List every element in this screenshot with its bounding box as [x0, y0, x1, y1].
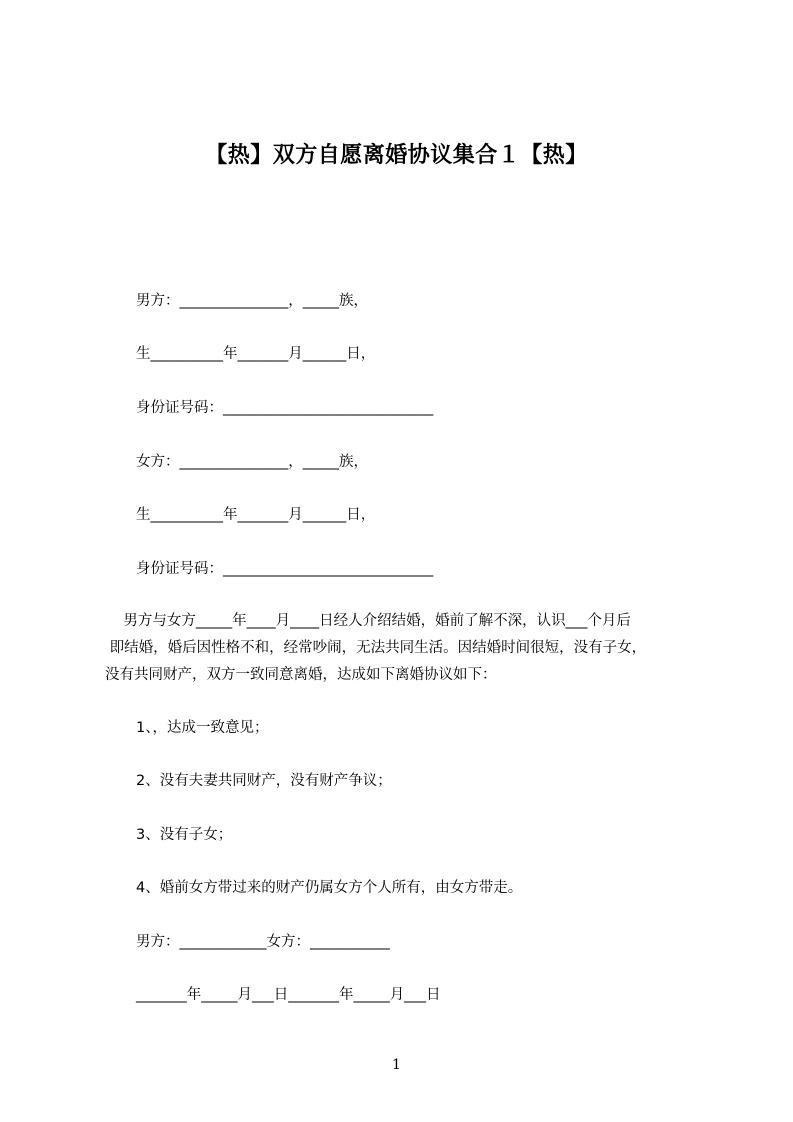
agreement-item-3: 3、没有子女；	[136, 827, 233, 843]
document-title: 【热】双方自愿离婚协议集合１【热】	[205, 143, 588, 168]
agreement-item-1: 1、，达成一致意见；	[136, 720, 269, 736]
signature-line: 男方：____________女方：___________	[136, 934, 390, 950]
agreement-item-4: 4、婚前女方带过来的财产仍属女方个人所有，由女方带走。	[136, 880, 523, 896]
female-id-line: 身份证号码：_____________________________	[136, 561, 434, 577]
female-birth-line: 生__________年_______月______日，	[136, 507, 376, 523]
male-name-line: 男方：_______________，_____族，	[136, 293, 368, 309]
agreement-item-2: 2、没有夫妻共同财产，没有财产争议；	[136, 773, 392, 789]
page-number: 1	[392, 1057, 401, 1073]
male-birth-line: 生__________年_______月______日，	[136, 346, 376, 362]
agreement-intro-line: 没有共同财产，双方一致同意离婚，达成如下离婚协议如下：	[105, 667, 497, 683]
agreement-intro-line: 即结婚，婚后因性格不和，经常吵闹，无法共同生活。因结婚时间很短，没有子女，	[105, 640, 647, 656]
agreement-intro-line: 男方与女方_____年____月____日经人介绍结婚，婚前了解不深，认识___个月后	[105, 613, 631, 629]
female-name-line: 女方：_______________，_____族，	[136, 454, 368, 470]
signature-date-line: _______年_____月___日_______年_____月___日	[136, 987, 441, 1003]
male-id-line: 身份证号码：_____________________________	[136, 400, 434, 416]
agreement-intro-paragraph	[105, 611, 705, 692]
